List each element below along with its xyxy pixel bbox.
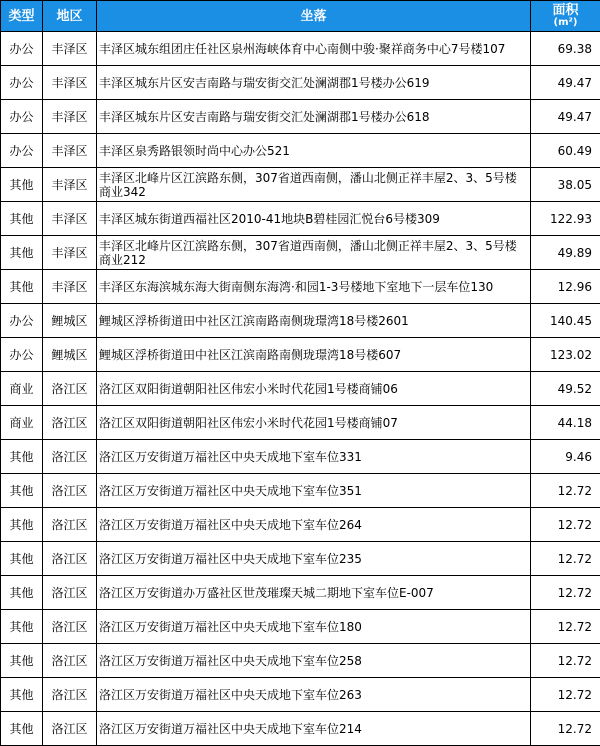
cell-type: 其他 [1,440,43,474]
cell-type: 其他 [1,644,43,678]
cell-size: 44.18 [531,406,600,440]
table-header [1,1,600,32]
cell-type: 办公 [1,66,43,100]
cell-area: 洛江区 [43,576,97,610]
table-row [1,338,600,372]
cell-address: 丰泽区城东街道西福社区2010-41地块B碧桂园汇悦台6号楼309 [97,202,531,236]
table-row [1,610,600,644]
cell-address: 丰泽区北峰片区江滨路东侧，307省道西南侧，潘山北侧正祥丰屋2、3、5号楼商业212 [97,236,531,270]
table-row [1,644,600,678]
cell-type: 办公 [1,338,43,372]
header-size-label: 面积 [533,4,598,17]
cell-type: 其他 [1,508,43,542]
cell-size: 49.89 [531,236,600,270]
table-row [1,168,600,202]
cell-address: 鲤城区浮桥街道田中社区江滨南路南侧珑璟湾18号楼2601 [97,304,531,338]
cell-size: 140.45 [531,304,600,338]
cell-address: 洛江区双阳街道朝阳社区伟宏小米时代花园1号楼商铺07 [97,406,531,440]
header-area: 地区 [43,1,97,32]
cell-address: 洛江区双阳街道朝阳社区伟宏小米时代花园1号楼商铺06 [97,372,531,406]
cell-type: 其他 [1,610,43,644]
cell-type: 其他 [1,576,43,610]
cell-address: 洛江区万安街道万福社区中央天成地下室车位263 [97,678,531,712]
cell-address: 洛江区万安街道万福社区中央天成地下室车位331 [97,440,531,474]
cell-size: 122.93 [531,202,600,236]
cell-area: 洛江区 [43,712,97,746]
cell-type: 办公 [1,32,43,66]
cell-area: 洛江区 [43,542,97,576]
cell-size: 12.72 [531,542,600,576]
table-row [1,576,600,610]
cell-size: 12.72 [531,508,600,542]
header-address: 坐落 [97,1,531,32]
cell-size: 9.46 [531,440,600,474]
cell-area: 鲤城区 [43,338,97,372]
cell-address: 丰泽区城东组团庄任社区泉州海峡体育中心南侧中骏·聚祥商务中心7号楼107 [97,32,531,66]
table-row [1,542,600,576]
cell-area: 丰泽区 [43,66,97,100]
cell-type: 其他 [1,678,43,712]
cell-area: 丰泽区 [43,32,97,66]
table-row [1,474,600,508]
cell-area: 丰泽区 [43,270,97,304]
cell-area: 洛江区 [43,474,97,508]
cell-area: 丰泽区 [43,100,97,134]
header-type: 类型 [1,1,43,32]
cell-address: 鲤城区浮桥街道田中社区江滨南路南侧珑璟湾18号楼607 [97,338,531,372]
header-size-unit: (m²) [533,17,598,28]
cell-size: 12.96 [531,270,600,304]
cell-type: 其他 [1,712,43,746]
cell-size: 38.05 [531,168,600,202]
cell-type: 办公 [1,134,43,168]
cell-address: 洛江区万安街道万福社区中央天成地下室车位258 [97,644,531,678]
cell-size: 49.47 [531,66,600,100]
cell-type: 商业 [1,372,43,406]
cell-area: 洛江区 [43,508,97,542]
table-row [1,66,600,100]
cell-size: 69.38 [531,32,600,66]
cell-address: 洛江区万安街道万福社区中央天成地下室车位235 [97,542,531,576]
table-row [1,678,600,712]
cell-size: 49.47 [531,100,600,134]
cell-type: 办公 [1,304,43,338]
cell-area: 丰泽区 [43,236,97,270]
cell-area: 洛江区 [43,678,97,712]
cell-area: 洛江区 [43,406,97,440]
cell-size: 12.72 [531,474,600,508]
cell-area: 丰泽区 [43,134,97,168]
cell-area: 鲤城区 [43,304,97,338]
cell-type: 商业 [1,406,43,440]
cell-area: 洛江区 [43,440,97,474]
header-size [531,1,600,32]
cell-type: 办公 [1,100,43,134]
table-row [1,202,600,236]
cell-type: 其他 [1,236,43,270]
cell-size: 12.72 [531,644,600,678]
cell-size: 60.49 [531,134,600,168]
table-row [1,100,600,134]
cell-size: 12.72 [531,576,600,610]
cell-area: 洛江区 [43,610,97,644]
cell-area: 丰泽区 [43,202,97,236]
cell-area: 洛江区 [43,644,97,678]
cell-type: 其他 [1,542,43,576]
cell-type: 其他 [1,474,43,508]
cell-address: 丰泽区泉秀路银领时尚中心办公521 [97,134,531,168]
cell-size: 49.52 [531,372,600,406]
cell-type: 其他 [1,168,43,202]
table-row [1,712,600,746]
cell-address: 丰泽区北峰片区江滨路东侧，307省道西南侧，潘山北侧正祥丰屋2、3、5号楼商业342 [97,168,531,202]
table-row [1,440,600,474]
cell-address: 洛江区万安街道办万盛社区世茂璀璨天城二期地下室车位E-007 [97,576,531,610]
table-row [1,406,600,440]
cell-type: 其他 [1,202,43,236]
table-body [1,32,600,746]
cell-address: 丰泽区城东片区安吉南路与瑞安街交汇处澜湖郡1号楼办公619 [97,66,531,100]
cell-type: 其他 [1,270,43,304]
table-row [1,236,600,270]
cell-address: 丰泽区东海滨城东海大街南侧东海湾·和园1-3号楼地下室地下一层车位130 [97,270,531,304]
cell-area: 洛江区 [43,372,97,406]
cell-address: 洛江区万安街道万福社区中央天成地下室车位214 [97,712,531,746]
cell-area: 丰泽区 [43,168,97,202]
cell-size: 12.72 [531,610,600,644]
table-row [1,304,600,338]
table-row [1,270,600,304]
table-row [1,372,600,406]
table-row [1,32,600,66]
cell-size: 12.72 [531,678,600,712]
cell-size: 123.02 [531,338,600,372]
cell-address: 丰泽区城东片区安吉南路与瑞安街交汇处澜湖郡1号楼办公618 [97,100,531,134]
table-row [1,508,600,542]
cell-address: 洛江区万安街道万福社区中央天成地下室车位264 [97,508,531,542]
cell-address: 洛江区万安街道万福社区中央天成地下室车位180 [97,610,531,644]
table-row [1,134,600,168]
cell-size: 12.72 [531,712,600,746]
cell-address: 洛江区万安街道万福社区中央天成地下室车位351 [97,474,531,508]
